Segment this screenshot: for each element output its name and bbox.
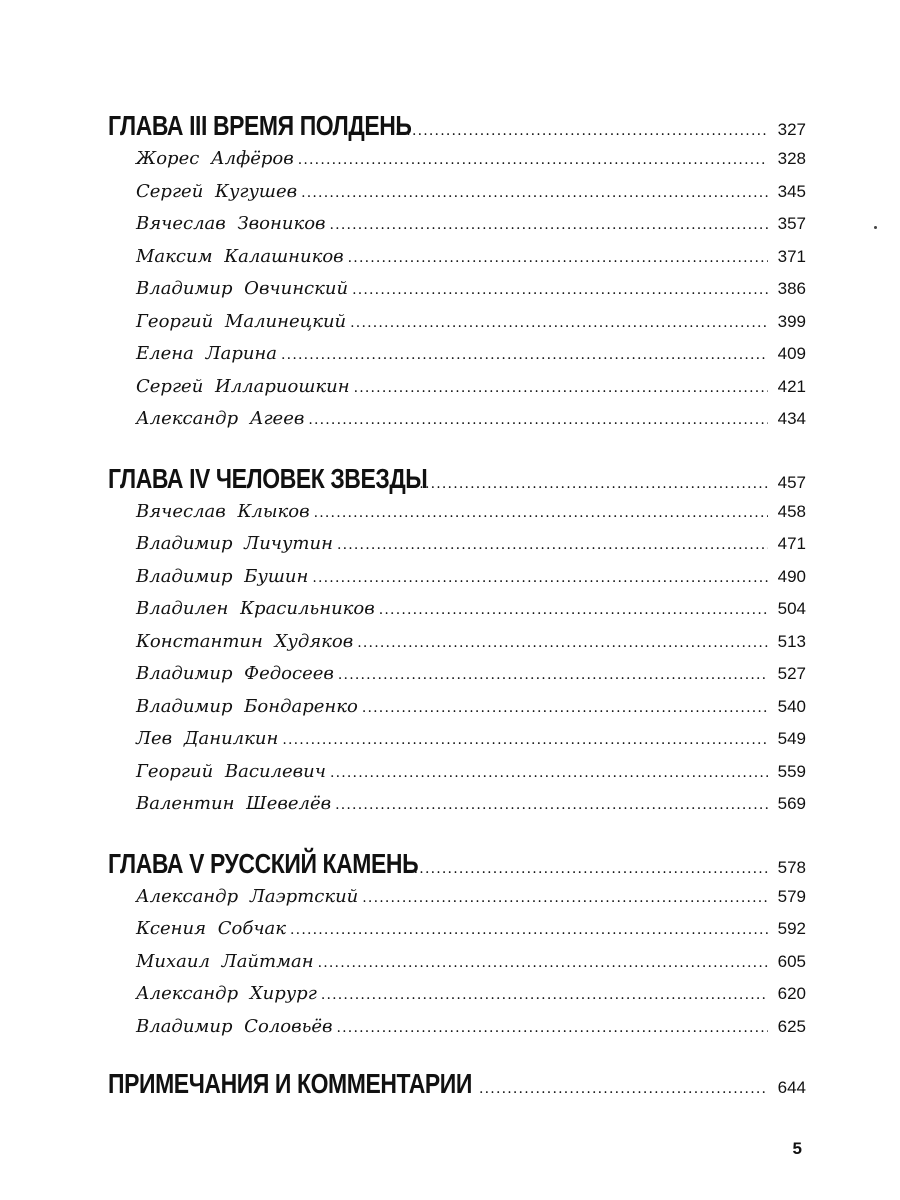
entry-title: Владимир Бушин (136, 565, 309, 587)
entry-page: 620 (777, 984, 806, 1003)
dot-leader (408, 476, 768, 492)
dot-leader (348, 250, 768, 266)
toc-entry[interactable] (108, 311, 806, 344)
toc-entry[interactable] (108, 631, 806, 664)
dot-leader (357, 635, 768, 651)
section-spacer (108, 441, 806, 463)
dot-leader (335, 797, 768, 813)
entry-page: 357 (777, 214, 806, 233)
dot-leader (312, 570, 768, 586)
toc-entry[interactable] (108, 663, 806, 696)
entry-page: 328 (777, 149, 806, 168)
scan-speck (874, 226, 877, 229)
entry-title: Михаил Лайтман (136, 950, 314, 972)
dot-leader (318, 955, 768, 971)
dot-leader (298, 152, 768, 168)
table-of-contents (108, 110, 806, 1106)
chapter-page: 644 (777, 1078, 806, 1097)
toc-notes-heading[interactable] (108, 1068, 806, 1106)
dot-leader (479, 1081, 768, 1097)
dot-leader (362, 700, 768, 716)
toc-entry[interactable] (108, 983, 806, 1016)
dot-leader (308, 412, 768, 428)
entry-page: 527 (777, 664, 806, 683)
entry-page: 386 (777, 279, 806, 298)
dot-leader (338, 667, 768, 683)
entry-title: Георгий Василевич (136, 760, 326, 782)
entry-title: Александр Агеев (136, 408, 305, 429)
toc-entry[interactable] (108, 148, 806, 181)
toc-entry[interactable] (108, 951, 806, 984)
dot-leader (330, 765, 768, 781)
dot-leader (354, 380, 768, 396)
dot-leader (330, 217, 768, 233)
entry-page: 504 (777, 599, 806, 618)
chapter-page: 457 (777, 472, 806, 492)
entry-title: Владимир Федосеев (136, 663, 334, 684)
toc-entry[interactable] (108, 376, 806, 409)
entry-title: Владимир Бондаренко (136, 695, 358, 717)
toc-entry[interactable] (108, 598, 806, 631)
page-number: 5 (792, 1139, 802, 1158)
entry-page: 592 (777, 919, 806, 938)
dot-leader (337, 1020, 769, 1036)
dot-leader (281, 347, 768, 363)
chapter-page: 327 (777, 120, 806, 139)
dot-leader (301, 185, 768, 201)
dot-leader (314, 505, 768, 521)
entry-title: Елена Ларина (136, 343, 278, 364)
toc-entry[interactable] (108, 728, 806, 761)
toc-entry[interactable] (108, 793, 806, 826)
entry-title: Владилен Красильников (136, 598, 375, 619)
dot-leader (282, 732, 768, 748)
entry-page: 421 (777, 376, 806, 396)
chapter-title: ПРИМЕЧАНИЯ И КОММЕНТАРИИ (108, 1068, 472, 1099)
dot-leader (362, 890, 768, 906)
entry-page: 471 (777, 534, 806, 553)
entry-page: 605 (777, 951, 806, 971)
entry-title: Константин Худяков (136, 630, 354, 652)
toc-entry[interactable] (108, 501, 806, 534)
toc-entry[interactable] (108, 213, 806, 246)
entry-page: 559 (777, 761, 806, 781)
entry-page: 434 (777, 409, 806, 428)
toc-entry[interactable] (108, 408, 806, 441)
dot-leader (379, 602, 768, 618)
entry-title: Александр Лаэртский (136, 885, 359, 907)
toc-entry[interactable] (108, 566, 806, 599)
toc-entry[interactable] (108, 278, 806, 311)
section-spacer (108, 1048, 806, 1068)
entry-title: Ксения Собчак (136, 918, 287, 939)
toc-entry[interactable] (108, 1016, 806, 1049)
section-spacer (108, 826, 806, 848)
entry-title: Вячеслав Звоников (136, 213, 326, 234)
toc-chapter-heading[interactable] (108, 110, 806, 148)
chapter-title: ГЛАВА IV ЧЕЛОВЕК ЗВЕЗДЫ (108, 462, 428, 494)
toc-entry[interactable] (108, 343, 806, 376)
entry-page: 569 (777, 794, 806, 813)
entry-page: 490 (777, 566, 806, 586)
entry-page: 458 (777, 501, 806, 521)
toc-chapter-heading[interactable] (108, 848, 806, 886)
toc-chapter-heading[interactable] (108, 463, 806, 501)
dot-leader (395, 123, 768, 139)
chapter-page: 578 (777, 857, 806, 877)
entry-title: Вячеслав Клыков (136, 500, 310, 522)
toc-entry[interactable] (108, 533, 806, 566)
entry-title: Сергей Кугушев (136, 180, 298, 202)
entry-title: Валентин Шевелёв (136, 793, 332, 814)
toc-entry[interactable] (108, 886, 806, 919)
entry-page: 371 (777, 246, 806, 266)
chapter-title: ГЛАВА V РУССКИЙ КАМЕНЬ (108, 847, 419, 879)
entry-page: 540 (777, 696, 806, 716)
entry-page: 409 (777, 344, 806, 363)
entry-title: Георгий Малинецкий (136, 310, 347, 332)
dot-leader (352, 282, 768, 298)
toc-entry[interactable] (108, 181, 806, 214)
entry-page: 625 (777, 1016, 806, 1036)
entry-page: 579 (777, 886, 806, 906)
toc-entry[interactable] (108, 918, 806, 951)
dot-leader (290, 922, 768, 938)
toc-entry[interactable] (108, 761, 806, 794)
entry-page: 549 (777, 729, 806, 748)
toc-entry[interactable] (108, 246, 806, 279)
entry-title: Максим Калашников (136, 245, 344, 267)
entry-title: Лев Данилкин (136, 728, 279, 749)
entry-title: Жорес Алфёров (136, 148, 294, 169)
entry-page: 513 (777, 631, 806, 651)
dot-leader (321, 987, 768, 1003)
dot-leader (408, 861, 768, 877)
entry-title: Владимир Личутин (136, 533, 333, 554)
dot-leader (337, 537, 768, 553)
chapter-title: ГЛАВА III ВРЕМЯ ПОЛДЕНЬ (108, 110, 412, 141)
entry-title: Владимир Овчинский (136, 278, 349, 299)
toc-entry[interactable] (108, 696, 806, 729)
entry-page: 345 (777, 181, 806, 201)
entry-page: 399 (777, 311, 806, 331)
entry-title: Сергей Иллариошкин (136, 375, 350, 397)
entry-title: Владимир Соловьёв (136, 1015, 333, 1037)
entry-title: Александр Хирург (136, 983, 317, 1004)
dot-leader (350, 315, 768, 331)
